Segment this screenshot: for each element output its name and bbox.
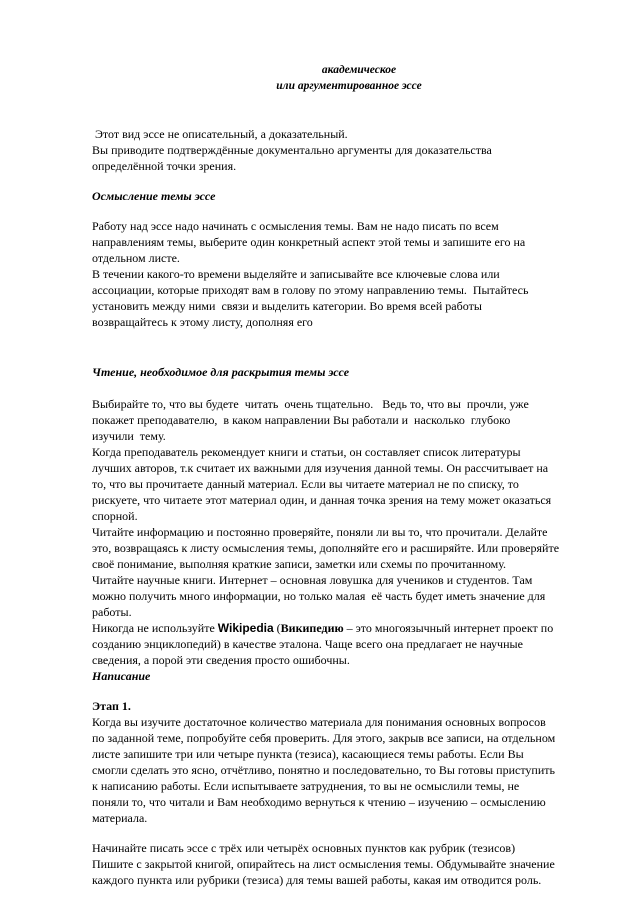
- wikipedia-word: Wikipedia: [217, 621, 274, 635]
- wiki-open: (: [273, 621, 281, 635]
- wikipedia-paragraph: [92, 620, 597, 668]
- title-line-1: академическое: [321, 64, 397, 76]
- wiki-pre: Никогда не используйте: [92, 621, 218, 635]
- section-heading-comprehension: Осмысление темы эссе: [92, 189, 216, 203]
- section-heading-writing: Написание: [92, 669, 151, 683]
- section-text-reading: Выбирайте то, что вы будете читать очень тщательно. Ведь то, что вы прочли, уже покажет преподавателю, в каком направлении Вы работали и насколько глубоко изучили тему. Когда преподаватель рекомендует книги и статьи, он составляет список литературы лучших авторов, т.к считает их важными для изучения данной темы. Он рассчитывает на то, что вы прочитаете данный материал. Если вы читаете материал не по списку, то рискуете, что читаете этот материал один, и данная точка зрения на тему может оказаться спорной. Читайте информацию и постоянно проверяйте, поняли ли вы то, что прочитали. Делайте это, возвращаясь к листу осмысления темы, дополняйте его и расширяйте. Или проверяйте своё понимание, выполняя краткие записи, заметки или схемы по прочитанному. Читайте научные книги. Интернет – основная ловушка для учеников и студентов. Там можно получить много информации, но только малая её часть будет иметь значение для работы.: [92, 397, 560, 619]
- stage-label: Этап 1.: [92, 699, 131, 713]
- section-heading-reading: Чтение, необходимое для раскрытия темы эссе: [92, 365, 350, 379]
- document-body: [92, 126, 597, 888]
- section-text-comprehension: Работу над эссе надо начинать с осмысления темы. Вам не надо писать по всем направлениям темы, выберите один конкретный аспект этой темы и запишите его на отдельном листе. В течении какого-то времени выделяйте и записывайте все ключевые слова или ассоциации, которые приходят вам в голову по этому направлению темы. Пытайтесь установить между ними связи и выделить категории. Во время всей работы возвращайтесь к этому листу, дополняя его: [92, 219, 529, 329]
- wikipedia-ru-word: Википедию: [280, 621, 344, 635]
- section-text-writing: Когда вы изучите достаточное количество материала для понимания основных вопросов по заданной теме, попробуйте себя проверить. Для этого, закрыв все записи, на отдельном листе запишите три или четыре пункта (тезиса), касающиеся темы работы. Если Вы смогли сделать это ясно, отчётливо, понятно и последовательно, то Вы готовы приступить к написанию работы. Если испытываете затруднения, то вы не осмыслили темы, не поняли то, что читали и Вам необходимо вернуться к чтению – изучению – осмыслению материала.: [92, 715, 556, 825]
- title-block: [0, 62, 638, 94]
- section-text-writing-2: Начинайте писать эссе с трёх или четырёх основных пунктов как рубрик (тезисов) Пишите с закрытой книгой, опирайтесь на лист осмысления темы. Обдумывайте значение каждого пункта или рубрики (тезиса) для темы вашей работы, какая им отводится роль.: [92, 841, 555, 887]
- intro-paragraph: Этот вид эссе не описательный, а доказательный. Вы приводите подтверждённые документально аргументы для доказательства определённой точки зрения.: [92, 127, 492, 173]
- title-line-2: или аргументированное эссе: [276, 80, 422, 92]
- wiki-rest: – это многоязычный интернет проект по созданию энциклопедий) в качестве эталона. Чаще всего она предлагает не научные сведения, а порой эти сведения просто ошибочны.: [92, 621, 554, 667]
